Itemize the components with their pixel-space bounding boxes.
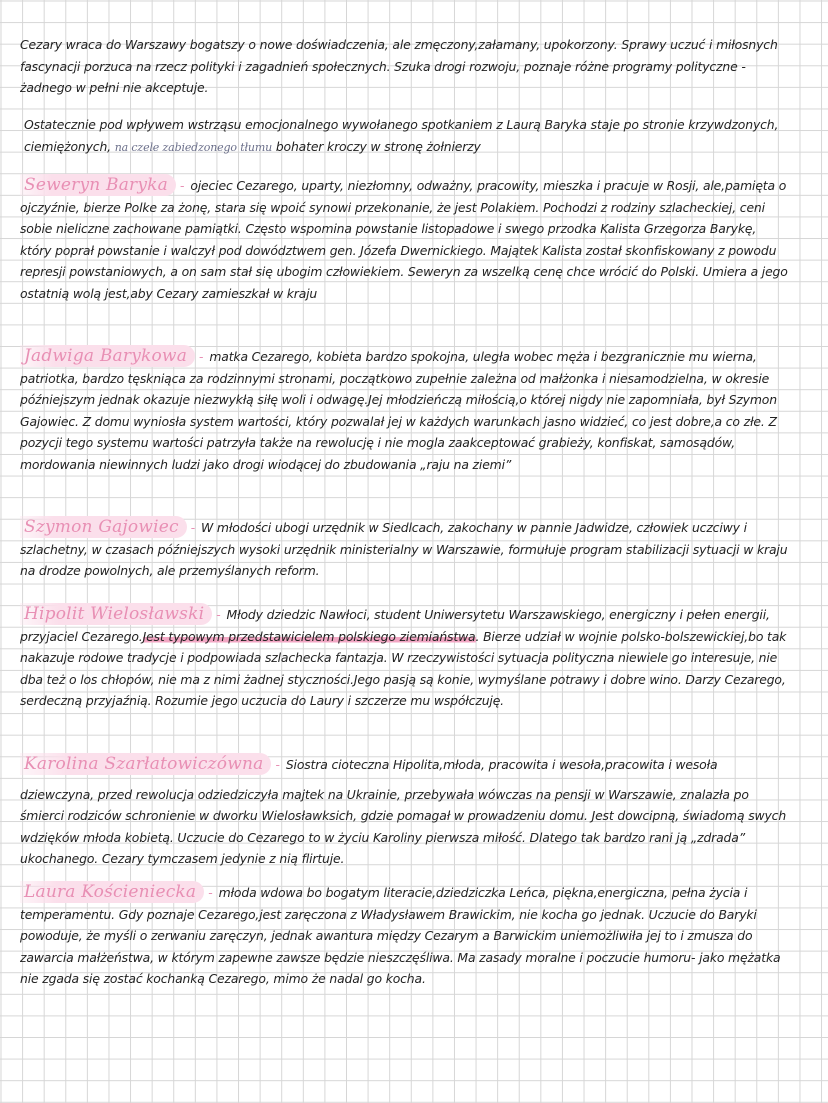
name-dash: -: [208, 885, 213, 900]
character-name-label: Laura Kościeniecka: [20, 881, 204, 903]
intro-paragraph-1: [20, 34, 790, 99]
intro-paragraph-2: [24, 114, 794, 158]
highlighted-sentence: Jest typowym przedstawicielem polskiego ziemiaństwa: [142, 628, 476, 644]
character-name-label: Szymon Gajowiec: [20, 516, 187, 538]
character-seweryn: [20, 174, 790, 304]
character-description: W młodości ubogi urzędnik w Siedlcach, zakochany w pannie Jadwidze, człowiek uczciwy i szlachetny, w czasach późniejszych wysoki urzędnik ministerialny w Warszawie, formułuje program stabilizacji sytuacji w kraju na drodze powolnych, ale przemyślanych reform.: [20, 520, 788, 578]
name-dash: -: [216, 607, 221, 622]
name-dash: -: [190, 520, 196, 535]
character-description: młoda wdowa bo bogatym literacie,dziedziczka Leńca, piękna,energiczna, pełna życia i temperamentu. Gdy poznaje Cezarego,jest zaręczona z Władysławem Brawickim, nie kocha go jednak. Uczucie do Baryki powoduje, że myśli o zerwaniu zaręczyn, jednak awantura między Cezarym a Barwickim uniemożliwiła jej to i zmusza do zawarcia małżeństwa, w którym zapewne zawsze będzie nieszczęśliwa. Ma zasady moralne i poczucie humoru- jako mężatka nie zgada się zostać kochanką Cezarego, mimo że nadal go kocha.: [20, 885, 781, 986]
name-dash: -: [180, 178, 185, 193]
character-name-label: Hipolit Wielosławski: [20, 603, 212, 625]
character-karolina: [20, 753, 790, 870]
character-jadwiga: [20, 345, 790, 475]
intro-quote: na czele zabiedzonego tłumu: [114, 140, 273, 154]
intro-text-after: bohater kroczy w stronę żołnierzy: [272, 138, 481, 154]
intro-text: Cezary wraca do Warszawy bogatszy o nowe doświadczenia, ale zmęczony,załamany, upokorzony. Sprawy uczuć i miłosnych fascynacji porzuca na rzecz polityki i zagadnień społecznych. Szuka drogi rozwoju, poznaje różne programy polityczne - żadnego w pełni nie akceptuje.: [20, 37, 778, 95]
character-description-after: . Bierze udział w wojnie polsko-bolszewickiej,bo tak nakazuje rodowe tradycje i podpowiada szlachecka fantazja. W rzeczywistości sytuacja polityczna niewiele go interesuje, nie dba też o los chłopów, nie ma z nimi żadnej styczności.Jego pasją są konie, wymyślane potrawy i dobre wino. Darzy Cezarego, serdeczną przyjaźnią. Rozumie jego uczucia do Laury i szczerze mu współczuję.: [20, 628, 787, 708]
character-szymon: [20, 516, 790, 582]
character-description-before: Młody dziedzic Nawłoci, student Uniwersytetu Warszawskiego, energiczny i pełen energii, przyjaciel Cezarego.: [20, 607, 770, 644]
character-description: ojeciec Cezarego, uparty, niezłomny, odważny, pracowity, mieszka i pracuje w Rosji, ale,pamięta o ojczyźnie, bierze Polke za żonę, stara się wpoić synowi przekonanie, że jest Polakiem. Pochodzi z rodziny szlacheckiej, ceni sobie nieliczne zachowane pamiątki. Często wspomina powstanie listopadowe i swego przodka Kalista Grzegorza Barykę, który poprał powstanie i walczył pod dowództwem gen. Józefa Dwernickiego. Majątek Kalista został skonfiskowany z powodu represji powstaniowych, a on sam stał się ubogim człowiekiem. Seweryn za wszelką cenę chce wrócić do Polski. Umiera a jego ostatnią wolą jest,aby Cezary zamieszkał w kraju: [20, 178, 788, 301]
character-description: dziewczyna, przed rewolucja odziedziczyła majtek na Ukrainie, przebywała wówczas na pensji w Warszawie, znalazła po śmierci rodziców schronienie w dworku Wielosławksich, gdzie pomagał w prowadzeniu domu. Jest dowcipną, świadomą swych wdzięków młoda kobietą. Uczucie do Cezarego to w życiu Karoliny pierwsza miłość. Dlatego tak bardzo rani ją „zdrada” ukochanego. Cezary tymczasem jedynie z nią flirtuje.: [20, 786, 787, 866]
character-description: matka Cezarego, kobieta bardzo spokojna, uległa wobec męża i bezgranicznie mu wierna, patriotka, bardzo tęskniąca za rodzinnymi stronami, początkowo zupełnie zależna od małżonka i niesamodzielna, w okresie późniejszym jednak okazuje niezwykłą siłę woli i odwagę.Jej młodzieńczą miłością,o której nigdy nie zapomniała, był Szymon Gajowiec. Z domu wyniosła system wartości, który pozwalał jej w każdych warunkach jasno widzieć, co jest dobre,a co złe. Z pozycji tego systemu wartości patrzyła także na rewolucję i nie mogla zaakceptować grabieży, konfiskat, samosądów, mordowania niewinnych ludzi jako drogi wiodącej do zbudowania „raju na ziemi”: [20, 349, 777, 472]
character-hipolit: [20, 603, 790, 712]
character-name-label: Jadwiga Barykowa: [20, 345, 195, 367]
character-name-label: Karolina Szarłatowiczówna: [20, 753, 271, 775]
intro-text-before: Ostatecznie pod wpływem wstrząsu emocjonalnego wywołanego spotkaniem z Laurą Baryka staje po stronie krzywdzonych, ciemiężonych,: [24, 117, 779, 154]
name-dash: -: [199, 349, 204, 364]
name-dash: -: [275, 757, 280, 772]
character-name-label: Seweryn Baryka: [20, 174, 176, 196]
character-laura: [20, 881, 790, 990]
character-description-first: Siostra cioteczna Hipolita,młoda, pracowita i wesoła,pracowita i wesoła: [285, 757, 718, 772]
